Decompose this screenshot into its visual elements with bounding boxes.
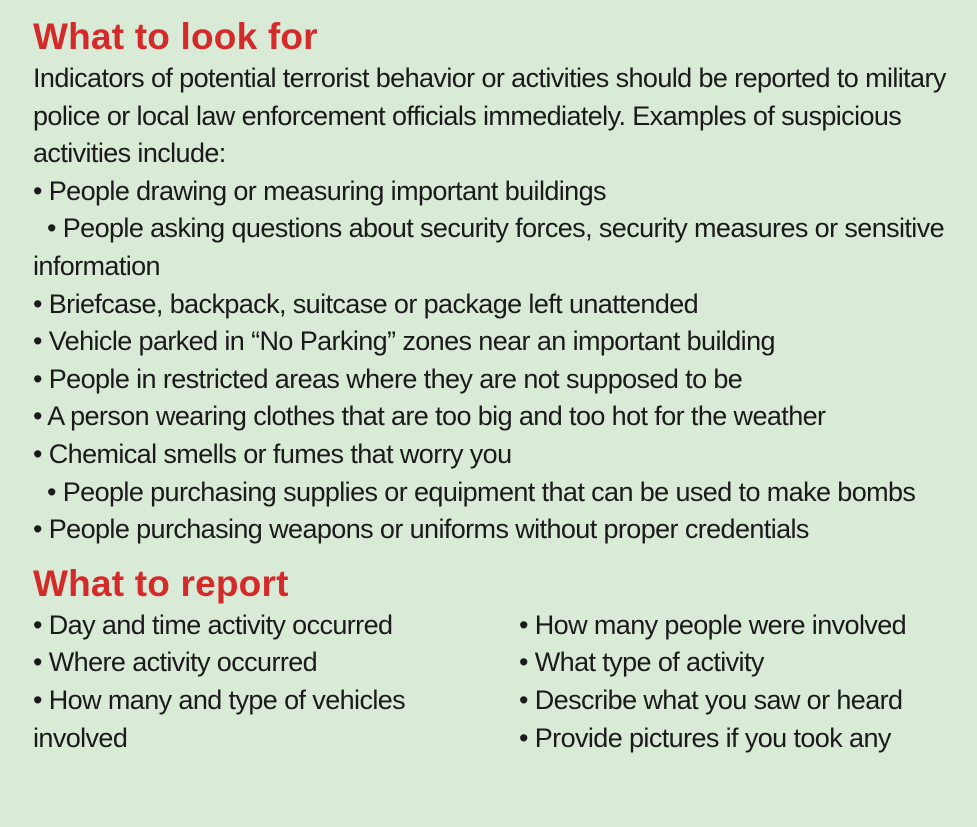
list-item-text: Day and time activity occurred (48, 609, 393, 640)
list-item (33, 361, 953, 399)
list-item-text: People drawing or measuring important buildings (48, 175, 606, 206)
list-item-text: People asking questions about security forces, security measures or sensitive information (33, 213, 945, 281)
list-item-text: People in restricted areas where they are not supposed to be (48, 363, 743, 394)
report-list-right (519, 607, 953, 757)
list-item-text: Briefcase, backpack, suitcase or package left unattended (48, 288, 699, 319)
list-item-text: Vehicle parked in “No Parking” zones near an important building (48, 326, 775, 357)
look-for-list (33, 173, 953, 549)
list-item-text: What type of activity (534, 647, 764, 678)
list-item-text: Describe what you saw or heard (534, 684, 903, 715)
bullet-icon: • (47, 476, 56, 507)
list-item-text: How many and type of vehicles involved (33, 684, 406, 753)
report-columns (33, 607, 953, 757)
bullet-icon: • (519, 647, 528, 678)
bullet-icon: • (33, 326, 42, 357)
bullet-icon: • (33, 647, 42, 678)
list-item-text: Provide pictures if you took any (534, 722, 891, 753)
list-item (33, 682, 519, 757)
list-item (33, 210, 953, 285)
bullet-icon: • (33, 684, 42, 715)
list-item (33, 644, 519, 682)
look-for-section (33, 14, 953, 549)
list-item-text: A person wearing clothes that are too big and too hot for the weather (47, 401, 826, 432)
list-item (33, 607, 519, 645)
list-item (33, 474, 953, 512)
list-item (33, 398, 953, 436)
list-item (519, 720, 953, 758)
list-item-text: Chemical smells or fumes that worry you (48, 438, 512, 469)
list-item (33, 436, 953, 474)
report-list-left (33, 607, 519, 757)
bullet-icon: • (33, 175, 42, 206)
bullet-icon: • (33, 288, 42, 319)
list-item (33, 286, 953, 324)
list-item-text: People purchasing weapons or uniforms without proper credentials (48, 514, 809, 545)
report-section (33, 561, 953, 757)
look-for-intro: Indicators of potential terrorist behavior or activities should be reported to military police or local law enforcement officials immediately. Examples of suspicious activities include: (33, 63, 946, 169)
bullet-icon: • (33, 438, 42, 469)
report-heading: What to report (33, 562, 289, 604)
list-item (519, 682, 953, 720)
list-item-text: Where activity occurred (48, 647, 318, 678)
list-item (519, 607, 953, 645)
list-item-text: People purchasing supplies or equipment that can be used to make bombs (62, 476, 916, 507)
list-item (519, 644, 953, 682)
bullet-icon: • (47, 213, 56, 244)
list-item (33, 511, 953, 549)
bullet-icon: • (33, 363, 42, 394)
list-item (33, 323, 953, 361)
bullet-icon: • (33, 514, 42, 545)
bullet-icon: • (33, 609, 42, 640)
bullet-icon: • (519, 722, 528, 753)
bullet-icon: • (33, 401, 42, 432)
look-for-heading: What to look for (33, 16, 318, 57)
bullet-icon: • (519, 609, 528, 640)
list-item (33, 173, 953, 211)
bullet-icon: • (519, 684, 528, 715)
list-item-text: How many people were involved (534, 609, 907, 640)
